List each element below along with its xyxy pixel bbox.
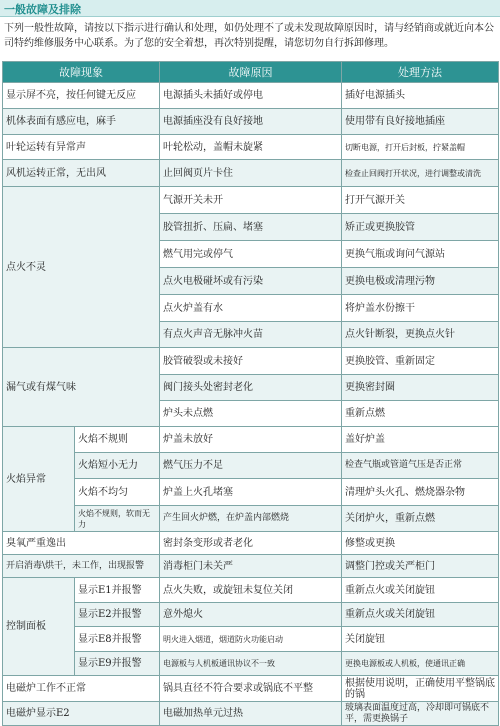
cause-cell: 叶轮松动，盖帽未旋紧 — [160, 135, 342, 160]
symptom-cell: 叶轮运转有异常声 — [3, 135, 160, 160]
solution-cell: 清理炉头火孔、燃烧器杂物 — [342, 479, 499, 506]
solution-cell: 关闭旋钮 — [342, 627, 499, 652]
solution-cell: 修整或更换 — [342, 532, 499, 555]
cause-cell: 燃气用完或停气 — [160, 241, 342, 268]
table-row — [3, 532, 499, 555]
solution-cell: 盖好炉盖 — [342, 427, 499, 453]
solution-cell: 插好电源插头 — [342, 83, 499, 109]
table-row — [3, 506, 499, 532]
solution-cell: 重新点火或关闭旋钮 — [342, 578, 499, 603]
header-symptom: 故障现象 — [3, 62, 160, 83]
solution-cell: 更换密封圈 — [342, 375, 499, 401]
symptom-cell: 风机运转正常，无出风 — [3, 160, 160, 187]
table-row — [3, 135, 499, 160]
cause-cell: 炉盖上火孔堵塞 — [160, 479, 342, 506]
symptom-cell: 臭氧严重逸出 — [3, 532, 160, 555]
solution-cell: 更换电极或清理污物 — [342, 268, 499, 295]
solution-cell: 调整门控或关严柜门 — [342, 555, 499, 578]
cause-cell: 止回阀页片卡住 — [160, 160, 342, 187]
solution-cell: 检查气瓶或管道气压是否正常 — [342, 453, 499, 479]
table-row — [3, 187, 499, 214]
section-title-bar — [0, 0, 500, 17]
table-row — [3, 453, 499, 479]
symptom-cell-panel: 控制面板 — [3, 578, 75, 676]
table-row — [3, 83, 499, 109]
solution-cell: 玻璃表面温度过高，冷却即可锅底不平，需更换锅子 — [342, 702, 499, 726]
header-solution: 处理方法 — [342, 62, 499, 83]
cause-cell: 电磁加热单元过热 — [160, 702, 342, 726]
solution-cell: 重新点燃 — [342, 401, 499, 427]
cause-cell: 燃气压力不足 — [160, 453, 342, 479]
cause-cell: 炉盖未放好 — [160, 427, 342, 453]
cause-cell: 消毒柜门未关严 — [160, 555, 342, 578]
symptom-cell: 显示屏不亮，按任何键无反应 — [3, 83, 160, 109]
symptom-cell: 机体表面有感应电，麻手 — [3, 109, 160, 135]
solution-cell: 将炉盖水份擦干 — [342, 295, 499, 322]
sub-symptom-cell: 显示E9并报警 — [75, 652, 160, 676]
cause-cell: 胶管破裂或未接好 — [160, 348, 342, 375]
cause-cell: 电源插座没有良好接地 — [160, 109, 342, 135]
sub-symptom-cell: 火焰短小无力 — [75, 453, 160, 479]
solution-cell: 点火针断裂，更换点火针 — [342, 322, 499, 348]
solution-cell: 重新点火或关闭旋钮 — [342, 603, 499, 627]
symptom-cell: 电磁炉显示E2 — [3, 702, 160, 726]
sub-symptom-cell: 火焰不规则 — [75, 427, 160, 453]
table-row — [3, 627, 499, 652]
cause-cell: 气源开关未开 — [160, 187, 342, 214]
solution-cell: 根据使用说明，正确使用平整锅底的锅 — [342, 676, 499, 702]
header-cause: 故障原因 — [160, 62, 342, 83]
symptom-cell: 开启消毒\烘干，未工作，出现报警 — [3, 555, 160, 578]
cause-cell: 电源板与人机板通讯协议不一致 — [160, 652, 342, 676]
intro-paragraph: 下列一般性故障，请按以下指示进行确认和处理，如仍处理不了或未发现故障原因时，请与经销商或就近向本公司特约维修服务中心联系。为了您的安全着想，再次特别提醒，请您切勿自行拆卸修理。 — [4, 23, 494, 49]
solution-cell: 更换胶管、重新固定 — [342, 348, 499, 375]
cause-cell: 产生回火炉燃，在炉盖内部燃烧 — [160, 506, 342, 532]
table-row — [3, 109, 499, 135]
table-row — [3, 348, 499, 375]
sub-symptom-cell: 显示E1并报警 — [75, 578, 160, 603]
symptom-cell-flame: 火焰异常 — [3, 427, 75, 532]
symptom-cell: 电磁炉工作不正常 — [3, 676, 160, 702]
solution-cell: 打开气源开关 — [342, 187, 499, 214]
solution-cell: 切断电源，打开后封板，拧紧盖帽 — [342, 135, 499, 160]
solution-cell: 更换气瓶或询问气源站 — [342, 241, 499, 268]
cause-cell: 意外熄火 — [160, 603, 342, 627]
cause-cell: 胶管扭折、压扁、堵塞 — [160, 214, 342, 241]
cause-cell: 阀门接头处密封老化 — [160, 375, 342, 401]
sub-symptom-cell: 显示E2并报警 — [75, 603, 160, 627]
cause-cell: 点火失败，或旋钮未复位关闭 — [160, 578, 342, 603]
table-row — [3, 603, 499, 627]
solution-cell: 使用带有良好接地插座 — [342, 109, 499, 135]
table-row — [3, 555, 499, 578]
header-row — [3, 62, 499, 83]
cause-cell: 点火炉盖有水 — [160, 295, 342, 322]
table-row — [3, 578, 499, 603]
sub-symptom-cell: 火焰不均匀 — [75, 479, 160, 506]
table-row — [3, 702, 499, 726]
cause-cell: 炉头未点燃 — [160, 401, 342, 427]
cause-cell: 有点火声音无脉冲火苗 — [160, 322, 342, 348]
symptom-cell-ignition: 点火不灵 — [3, 187, 160, 348]
solution-cell: 检查止回阀打开状况，进行调整或清洗 — [342, 160, 499, 187]
table-row — [3, 652, 499, 676]
solution-cell: 矫正或更换胶管 — [342, 214, 499, 241]
table-row — [3, 676, 499, 702]
cause-cell: 点火电极碰坏或有污染 — [160, 268, 342, 295]
fault-table — [2, 61, 499, 726]
cause-cell: 电源插头未插好或停电 — [160, 83, 342, 109]
table-row — [3, 427, 499, 453]
cause-cell: 密封条变形或者老化 — [160, 532, 342, 555]
sub-symptom-cell: 火焰不规则，软而无力 — [75, 506, 160, 532]
table-row — [3, 479, 499, 506]
cause-cell: 明火进入烟道，烟道防火功能启动 — [160, 627, 342, 652]
symptom-cell-leak: 漏气或有煤气味 — [3, 348, 160, 427]
solution-cell: 关闭炉火，重新点燃 — [342, 506, 499, 532]
section-title: 一般故障及排除 — [4, 3, 81, 16]
sub-symptom-cell: 显示E8并报警 — [75, 627, 160, 652]
table-row — [3, 160, 499, 187]
solution-cell: 更换电源板或人机板，使通讯正确 — [342, 652, 499, 676]
cause-cell: 锅具直径不符合要求或锅底不平整 — [160, 676, 342, 702]
